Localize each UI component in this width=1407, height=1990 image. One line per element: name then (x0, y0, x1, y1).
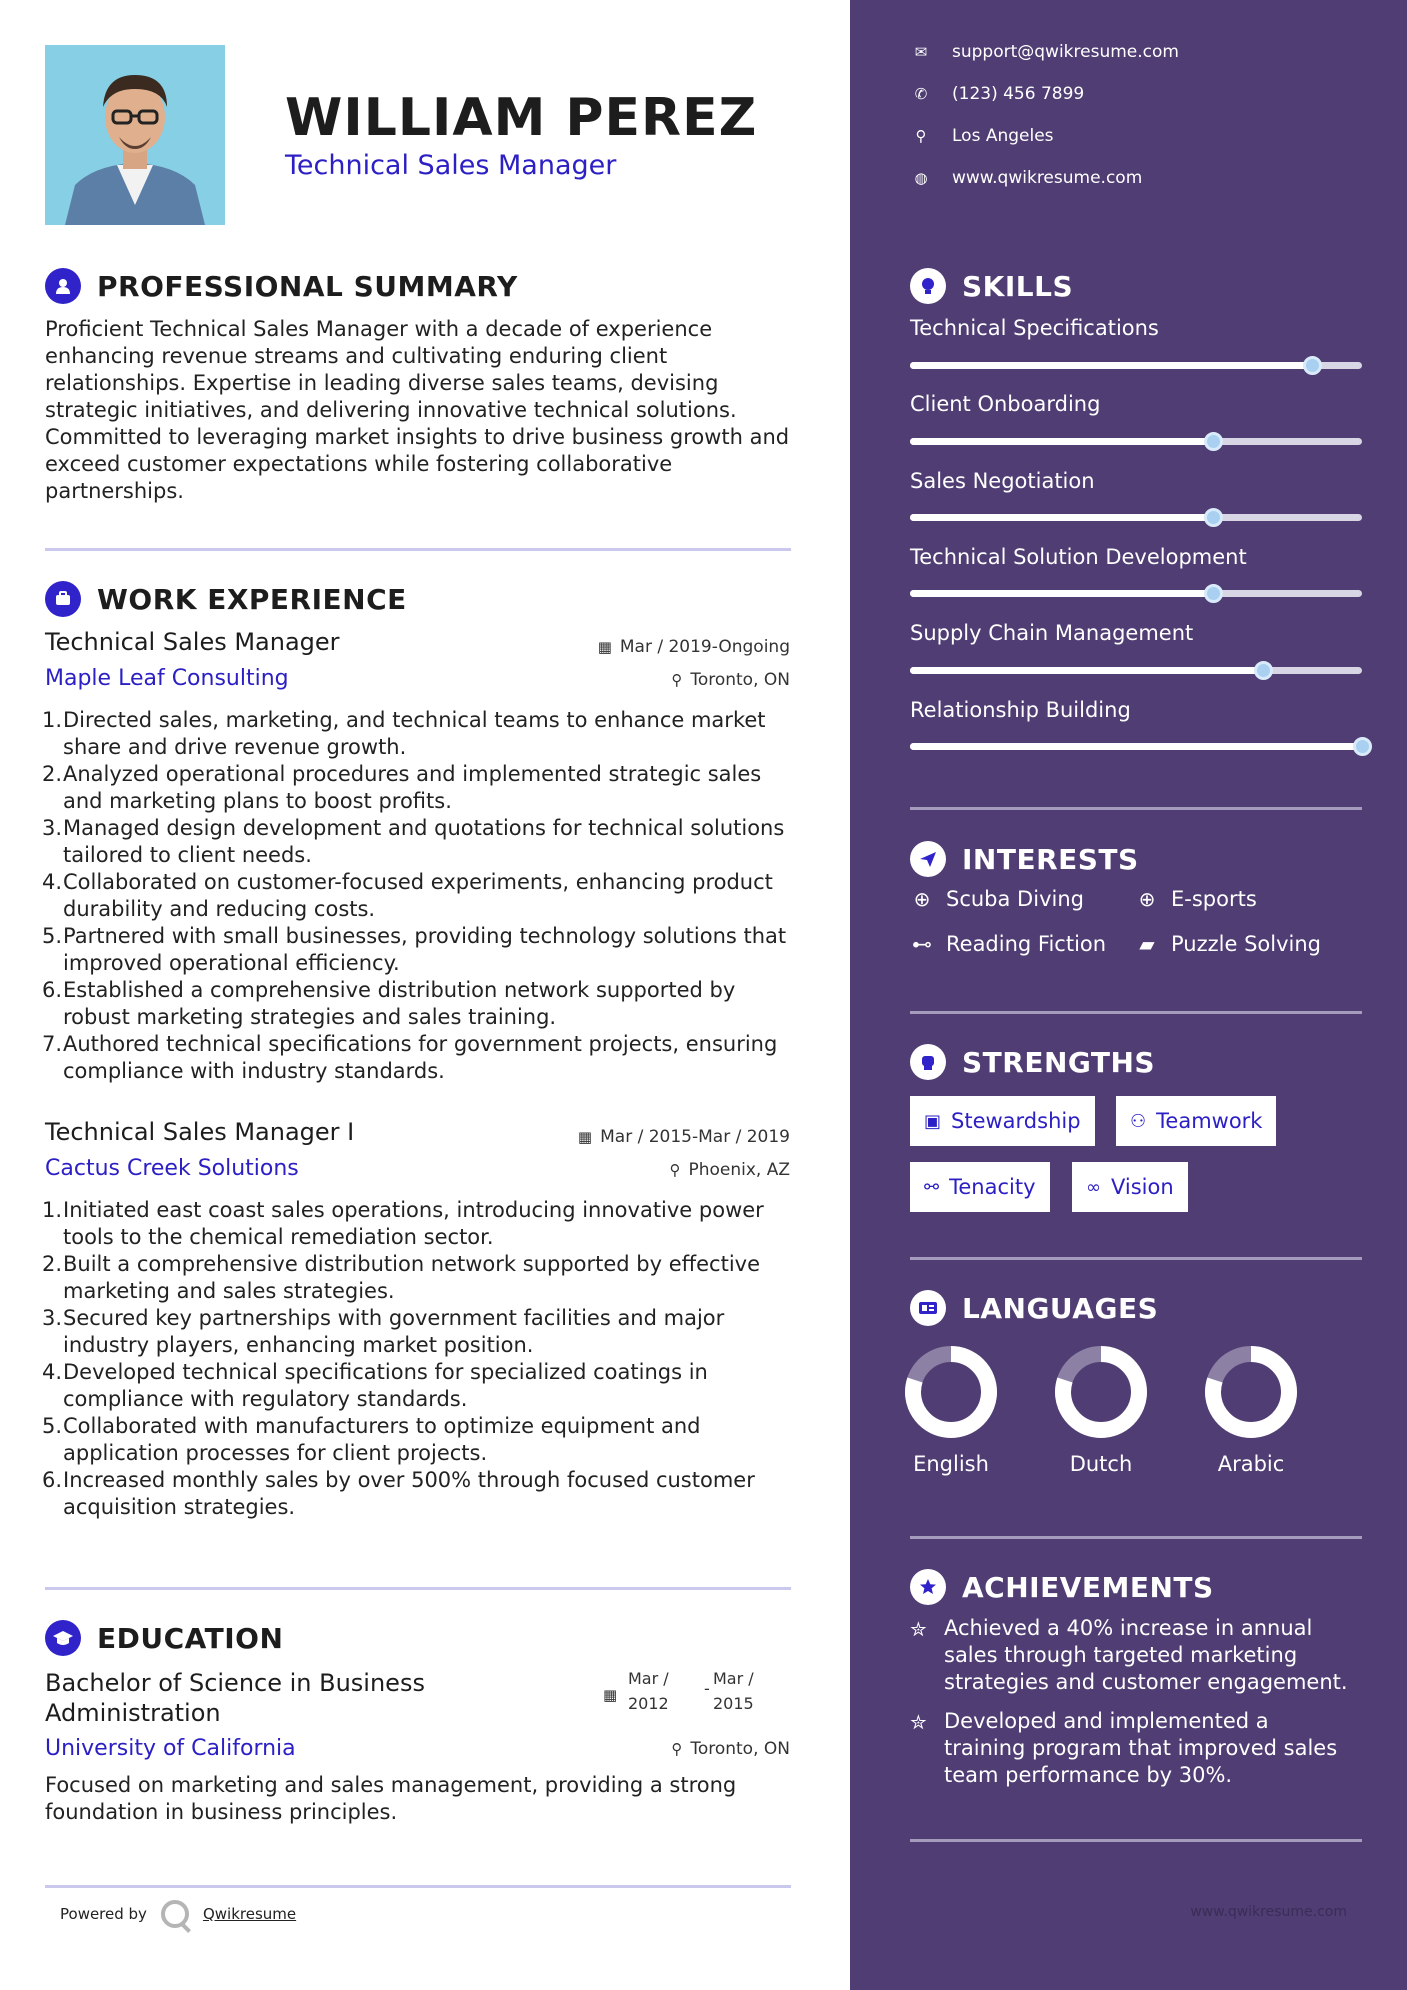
calendar-icon: ▦ (577, 1128, 593, 1146)
link-icon: ⚯ (924, 1176, 940, 1198)
skill-bar-fill (910, 514, 1213, 521)
summary-line: strategic initiatives, and delivering innovative technical solutions. (45, 398, 737, 422)
list-number: 3. (42, 1306, 63, 1330)
interest-item (910, 887, 1084, 911)
list-text: share and drive revenue growth. (63, 735, 407, 759)
contact-website (910, 168, 1142, 188)
achievement-text (944, 1615, 1348, 1696)
pin-icon: ⚲ (669, 1161, 681, 1179)
pin-icon: ⚲ (671, 671, 683, 689)
interest-label: Scuba Diving (946, 887, 1084, 911)
summary-title: PROFESSIONAL SUMMARY (97, 269, 518, 303)
school-name: University of California (45, 1736, 296, 1761)
list-text: Managed design development and quotations for technical solutions (63, 816, 785, 840)
briefcase-icon: ▣ (924, 1110, 942, 1132)
list-number: 6. (42, 1468, 63, 1492)
user-icon (45, 268, 81, 304)
interests-heading (910, 841, 1139, 877)
job-location-text: Toronto, ON (690, 670, 790, 690)
list-item (42, 869, 805, 923)
list-item (42, 1359, 805, 1413)
calendar-icon: ▦ (603, 1686, 618, 1704)
language-item (1186, 1344, 1316, 1476)
list-number: 6. (42, 978, 63, 1002)
skill-bar (910, 590, 1362, 597)
list-number: 1. (42, 1198, 63, 1222)
skill-bar (910, 438, 1362, 445)
section-divider (910, 807, 1362, 810)
list-number: 5. (42, 924, 63, 948)
lightbulb-icon (910, 268, 946, 304)
job-role: Technical Sales Manager (45, 628, 340, 656)
job-location-text: Phoenix, AZ (688, 1160, 790, 1180)
skills-heading (910, 268, 1073, 304)
achievement-line: Developed and implemented a (944, 1709, 1269, 1733)
skills-title: SKILLS (962, 269, 1074, 303)
pin-icon: ⚲ (671, 1740, 683, 1758)
contact-website-text[interactable]: www.qwikresume.com (952, 168, 1143, 188)
list-text: Collaborated with manufacturers to optimize equipment and (63, 1414, 701, 1438)
list-text: Partnered with small businesses, providing technology solutions that (63, 924, 787, 948)
language-label: English (913, 1452, 989, 1476)
powered-by-label: Powered by (60, 1905, 147, 1923)
experience-heading (45, 581, 407, 617)
list-text: and marketing plans to boost profits. (63, 789, 452, 813)
experience-title: WORK EXPERIENCE (97, 582, 407, 616)
list-text: Collaborated on customer-focused experiments, enhancing product (63, 870, 773, 894)
skill-bar (910, 743, 1362, 750)
star-icon: ✮ (910, 1710, 927, 1734)
list-item (42, 1467, 805, 1521)
phone-icon: ✆ (914, 85, 928, 103)
sidebar (850, 0, 1407, 1990)
job-role: Technical Sales Manager I (45, 1118, 355, 1146)
list-item (42, 1413, 805, 1467)
section-divider (910, 1839, 1362, 1842)
list-text: tools to the chemical remediation sector. (63, 1225, 494, 1249)
job-bullets (42, 707, 805, 1085)
education-title: EDUCATION (97, 1621, 284, 1655)
list-item (42, 977, 805, 1031)
list-item (42, 815, 805, 869)
list-number: 4. (42, 870, 63, 894)
skill-bar-fill (910, 743, 1362, 750)
list-number: 4. (42, 1360, 63, 1384)
edu-start-month: Mar / (628, 1669, 669, 1688)
life-ring-icon: ⊕ (1138, 887, 1156, 911)
footer-site[interactable]: www.qwikresume.com (1190, 1904, 1347, 1920)
book-icon: ▰ (1139, 932, 1155, 956)
strength-label: Tenacity (949, 1175, 1036, 1199)
strength-tag (910, 1162, 1050, 1212)
achievements-heading (910, 1569, 1214, 1605)
candidate-name: WILLIAM PEREZ (285, 88, 758, 148)
interest-item (910, 932, 1106, 956)
list-text: Built a comprehensive distribution network supported by effective (63, 1252, 761, 1276)
paper-plane-icon (910, 841, 946, 877)
list-text: acquisition strategies. (63, 1495, 296, 1519)
summary-line: relationships. Expertise in leading diverse sales teams, devising (45, 371, 719, 395)
interests-title: INTERESTS (962, 842, 1139, 876)
interest-item (1135, 887, 1257, 911)
job-company: Cactus Creek Solutions (45, 1156, 299, 1181)
list-number: 3. (42, 816, 63, 840)
edu-start-year: 2012 (628, 1694, 669, 1713)
list-text: Directed sales, marketing, and technical teams to enhance market (63, 708, 766, 732)
users-icon: ⚇ (1130, 1110, 1147, 1132)
summary-line: Committed to leveraging market insights to drive business growth and (45, 425, 790, 449)
languages-heading (910, 1290, 1158, 1326)
language-item (1036, 1344, 1166, 1476)
strength-tag (910, 1096, 1095, 1146)
summary-text (45, 316, 795, 505)
contact-email-text[interactable]: support@qwikresume.com (952, 42, 1179, 62)
skill-bar-knob (1254, 661, 1273, 680)
skill-bar-fill (910, 362, 1312, 369)
edu-end-year: 2015 (713, 1694, 754, 1713)
summary-heading (45, 268, 518, 304)
degree-name (45, 1668, 425, 1728)
achievement-line: team performance by 30%. (944, 1763, 1233, 1787)
skill-bar-fill (910, 438, 1213, 445)
briefcase-icon (45, 581, 81, 617)
fist-icon (910, 1044, 946, 1080)
languages-title: LANGUAGES (962, 1291, 1159, 1325)
job-dates-text: Mar / 2015-Mar / 2019 (600, 1127, 790, 1147)
job-location (671, 670, 790, 690)
list-number: 7. (42, 1032, 63, 1056)
contact-location-text: Los Angeles (952, 126, 1054, 146)
summary-line: exceed customer expectations while fostering collaborative (45, 452, 673, 476)
language-item (886, 1344, 1016, 1476)
list-text: robust marketing strategies and sales training. (63, 1005, 557, 1029)
contact-phone (910, 84, 1084, 104)
list-item (42, 923, 805, 977)
language-label: Arabic (1217, 1452, 1285, 1476)
summary-line: enhancing revenue streams and cultivating enduring client (45, 344, 668, 368)
degree-line: Bachelor of Science in Business (45, 1669, 425, 1697)
list-text: Secured key partnerships with government facilities and major (63, 1306, 725, 1330)
skill-name: Technical Solution Development (910, 545, 1247, 569)
achievement-line: sales through targeted marketing (944, 1643, 1298, 1667)
qwikresume-link[interactable]: Qwikresume (202, 1905, 297, 1923)
achievement-line: strategies and customer engagement. (944, 1670, 1348, 1694)
achievements-title: ACHIEVEMENTS (962, 1570, 1214, 1604)
edu-end-month: Mar / (713, 1669, 754, 1688)
strength-label: Teamwork (1156, 1109, 1263, 1133)
summary-line: partnerships. (45, 479, 184, 503)
job-location (669, 1160, 790, 1180)
skill-name: Supply Chain Management (910, 621, 1194, 645)
education-text (45, 1772, 795, 1826)
list-text: compliance with industry standards. (63, 1059, 445, 1083)
list-text: Initiated east coast sales operations, introducing innovative power (63, 1198, 764, 1222)
achievement-line: Achieved a 40% increase in annual (944, 1616, 1313, 1640)
strength-label: Stewardship (951, 1109, 1081, 1133)
interest-item (1135, 932, 1321, 956)
edu-date-dash: - (704, 1679, 710, 1698)
section-divider (910, 1011, 1362, 1014)
job-dates (578, 1127, 790, 1147)
list-text: tailored to client needs. (63, 843, 312, 867)
list-text: Developed technical specifications for specialized coatings in (63, 1360, 708, 1384)
achievement-item (910, 1615, 1370, 1696)
achievement-item (910, 1708, 1370, 1789)
job-dates-text: Mar / 2019-Ongoing (619, 637, 790, 657)
star-badge-icon (910, 1569, 946, 1605)
list-text: Analyzed operational procedures and implemented strategic sales (63, 762, 762, 786)
skill-name: Client Onboarding (910, 392, 1101, 416)
summary-line: Proficient Technical Sales Manager with a decade of experience (45, 317, 713, 341)
gamepad-icon: ⊷ (912, 932, 932, 956)
degree-line: Administration (45, 1699, 221, 1727)
list-text: improved operational efficiency. (63, 951, 400, 975)
skill-bar-knob (1353, 737, 1372, 756)
job-bullets (42, 1197, 805, 1521)
profile-photo (45, 45, 225, 225)
qwikresume-logo-icon (161, 1900, 189, 1928)
list-text: marketing and sales strategies. (63, 1279, 395, 1303)
footer-branding (60, 1900, 296, 1928)
contact-phone-text: (123) 456 7899 (952, 84, 1085, 104)
skill-name: Technical Specifications (910, 316, 1159, 340)
job-dates (598, 637, 790, 657)
skill-bar (910, 667, 1362, 674)
education-line: foundation in business principles. (45, 1800, 398, 1824)
star-icon: ✮ (910, 1617, 927, 1641)
section-divider (45, 1587, 791, 1590)
section-divider (910, 1536, 1362, 1539)
skill-name: Sales Negotiation (910, 469, 1095, 493)
interest-label: Reading Fiction (946, 932, 1107, 956)
contact-email (910, 42, 1179, 62)
interest-label: Puzzle Solving (1171, 932, 1321, 956)
calendar-icon: ▦ (597, 638, 612, 656)
globe-icon: ◍ (914, 169, 928, 187)
language-label: Dutch (1069, 1452, 1133, 1476)
candidate-title: Technical Sales Manager (285, 150, 617, 181)
list-item (42, 1031, 805, 1085)
strengths-title: STRENGTHS (962, 1045, 1156, 1079)
list-number: 5. (42, 1414, 63, 1438)
section-divider (910, 1257, 1362, 1260)
list-item (42, 1197, 805, 1251)
education-heading (45, 1620, 283, 1656)
edu-start-date (628, 1666, 669, 1716)
list-text: Increased monthly sales by over 500% through focused customer (63, 1468, 755, 1492)
skill-bar-knob (1204, 508, 1223, 527)
binoculars-icon: ∞ (1086, 1176, 1101, 1198)
edu-location-text: Toronto, ON (690, 1739, 790, 1759)
language-icon (910, 1290, 946, 1326)
skill-bar-knob (1204, 432, 1223, 451)
language-donut (1053, 1344, 1149, 1440)
list-text: durability and reducing costs. (63, 897, 376, 921)
strength-tag (1116, 1096, 1276, 1146)
skill-bar-knob (1204, 584, 1223, 603)
list-text: Established a comprehensive distribution network supported by (63, 978, 736, 1002)
list-number: 2. (42, 1252, 63, 1276)
list-text: application processes for client projects. (63, 1441, 488, 1465)
skill-bar-fill (910, 667, 1263, 674)
skill-bar-knob (1303, 356, 1322, 375)
language-donut (1203, 1344, 1299, 1440)
language-donut (903, 1344, 999, 1440)
job-company: Maple Leaf Consulting (45, 666, 289, 691)
map-marker-icon: ⚲ (915, 127, 927, 145)
envelope-icon: ✉ (914, 43, 928, 61)
section-divider (45, 548, 791, 551)
achievement-text (944, 1708, 1337, 1789)
achievement-line: training program that improved sales (944, 1736, 1338, 1760)
life-ring-icon: ⊕ (913, 887, 931, 911)
section-divider (45, 1885, 791, 1888)
list-number: 2. (42, 762, 63, 786)
skill-bar-fill (910, 590, 1213, 597)
list-item (42, 761, 805, 815)
list-item (42, 1305, 805, 1359)
skill-name: Relationship Building (910, 698, 1131, 722)
list-item (42, 707, 805, 761)
graduation-cap-icon (45, 1620, 81, 1656)
edu-end-date (713, 1666, 754, 1716)
education-line: Focused on marketing and sales management, providing a strong (45, 1773, 737, 1797)
list-text: Authored technical specifications for government projects, ensuring (63, 1032, 778, 1056)
contact-location (910, 126, 1054, 146)
list-number: 1. (42, 708, 63, 732)
strengths-heading (910, 1044, 1155, 1080)
list-item (42, 1251, 805, 1305)
strength-tag (1072, 1162, 1188, 1212)
skill-bar (910, 514, 1362, 521)
strength-label: Vision (1111, 1175, 1174, 1199)
list-text: industry players, enhancing market position. (63, 1333, 534, 1357)
edu-location (671, 1739, 790, 1759)
list-text: compliance with regulatory standards. (63, 1387, 468, 1411)
skill-bar (910, 362, 1362, 369)
interest-label: E-sports (1171, 887, 1257, 911)
